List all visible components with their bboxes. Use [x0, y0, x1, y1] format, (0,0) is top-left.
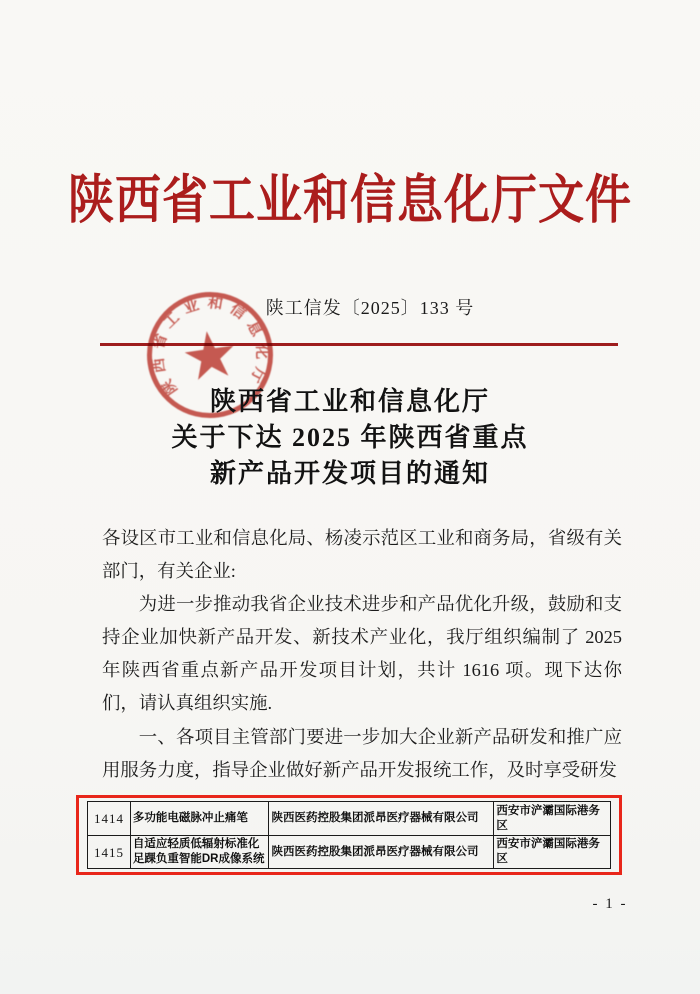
product-name-cell: 多功能电磁脉冲止痛笔: [130, 802, 269, 836]
table-row: [88, 802, 611, 836]
document-title-line: 新产品开发项目的通知: [209, 459, 490, 488]
document-title-line: 陕西省工业和信息化厅: [209, 387, 490, 416]
product-name-cell: 自适应轻质低辐射标准化足踝负重智能DR成像系统: [130, 836, 269, 869]
project-table: [87, 801, 611, 869]
highlight-annotation-box: [76, 795, 622, 875]
document-body: [102, 522, 622, 787]
seal-star-icon: [182, 328, 237, 381]
company-name-cell: 陕西医药控股集团派昂医疗器械有限公司: [269, 802, 494, 836]
document-title: [20, 384, 680, 492]
letterhead-title: [0, 163, 700, 229]
company-name-cell: 陕西医药控股集团派昂医疗器械有限公司: [269, 836, 494, 869]
body-paragraph: 一、各项目主管部门要进一步加大企业新产品研发和推广应用服务力度，指导企业做好新产品开发报统工作，及时享受研发: [102, 726, 622, 780]
district-cell: 西安市浐灞国际港务区: [494, 802, 611, 836]
document-number: 陕工信发〔2025〕133 号: [265, 298, 475, 318]
table-row: [88, 836, 611, 869]
page-number: - 1 -: [592, 896, 628, 912]
salutation: 各设区市工业和信息化局、杨凌示范区工业和商务局，省级有关部门，有关企业:: [102, 528, 622, 582]
project-number-cell: 1415: [88, 836, 131, 869]
district-cell: 西安市浐灞国际港务区: [494, 836, 611, 869]
body-paragraph: 为进一步推动我省企业技术进步和产品优化升级，鼓励和支持企业加快新产品开发、新技术产业化，我厅组织编制了 2025 年陕西省重点新产品开发项目计划，共计 1616 项。现下达你们，请认真组织实施.: [102, 594, 622, 714]
seal-arc-text: 陕西省工业和信息化厅: [150, 294, 270, 398]
project-number-cell: 1414: [88, 802, 131, 836]
letterhead-title-text: 陕西省工业和信息化厅文件: [68, 170, 632, 230]
document-title-line: 关于下达 2025 年陕西省重点: [171, 423, 529, 452]
